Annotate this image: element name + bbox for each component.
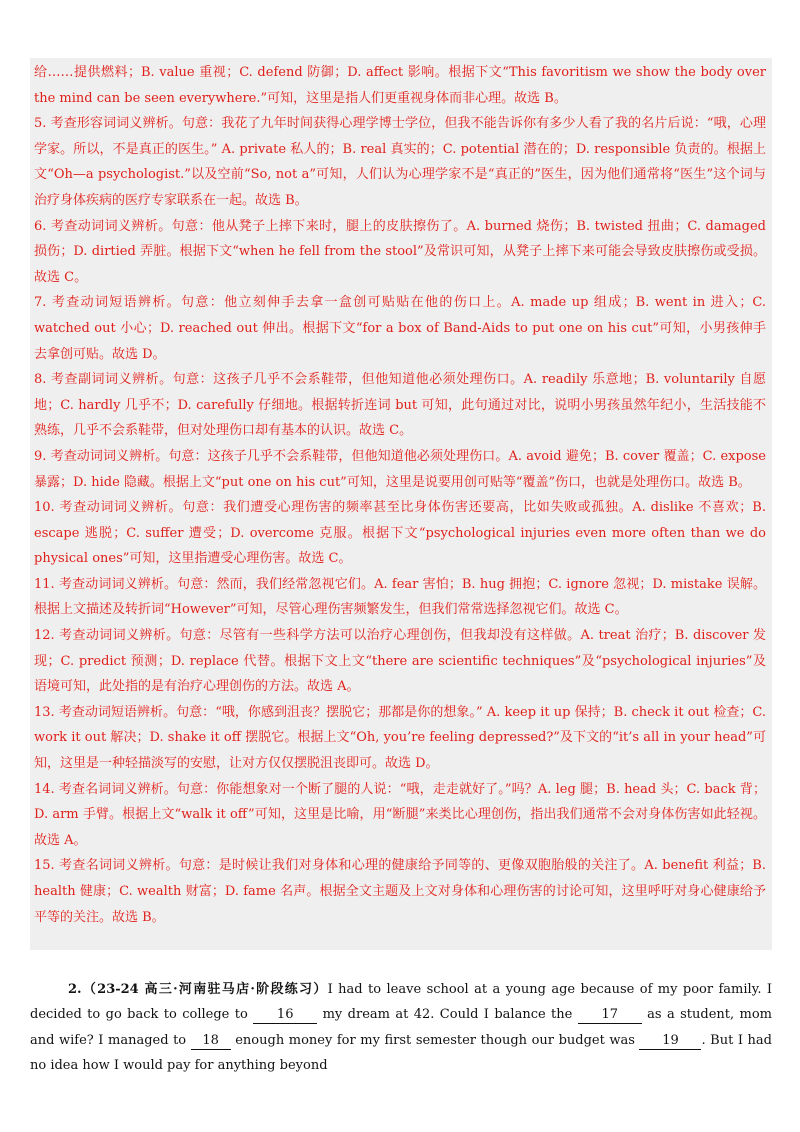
answer-item-8: 8. 考查副词词义辨析。句意：这孩子几乎不会系鞋带，但他知道他必须处理伤口。A. readily 乐意地；B. voluntarily 自愿地；C. hardly 几乎不；D. carefully 仔细地。根据转折连词 but 可知，此句通过对比，说明小男孩虽然年纪小，生活技能不熟练，几乎不会系鞋带，但对处理伤口却有基本的认识。故选 C。 bbox=[34, 372, 766, 439]
cloze-passage bbox=[30, 977, 772, 1079]
passage-text: . But I had no idea how I would pay for anything beyond bbox=[30, 1032, 772, 1074]
answer-item-4-tail: 给……提供燃料；B. value 重视；C. defend 防御；D. affect 影响。根据下文“This favoritism we show the body over the mind can be seen everywhere.”可知，这里是指人们更重视身体而非心理。故选 B。 bbox=[34, 65, 766, 106]
answer-item-6: 6. 考查动词词义辨析。句意：他从凳子上摔下来时，腿上的皮肤擦伤了。A. burned 烧伤；B. twisted 扭曲；C. damaged 损伤；D. dirtied 弄脏。根据下文“when he fell from the stool”及常识可知，从凳子上摔下来可能会导致皮肤擦伤或受损。故选 C。 bbox=[34, 218, 766, 285]
answer-explanations bbox=[30, 58, 772, 950]
blank-19: 19 bbox=[639, 1033, 701, 1050]
blank-16: 16 bbox=[253, 1007, 317, 1024]
blank-18: 18 bbox=[191, 1033, 231, 1050]
answer-item-10: 10. 考查动词词义辨析。句意：我们遭受心理伤害的频率甚至比身体伤害还要高，比如失败或孤独。A. dislike 不喜欢；B. escape 逃脱；C. suffer 遭受；D. overcome 克服。根据下文“psychological injuries even more often than we do physical ones”可知，这里指遭受心理伤害。故选 C。 bbox=[34, 500, 766, 567]
blank-17: 17 bbox=[578, 1007, 642, 1024]
passage-text: as a student, mom and wife? I managed to bbox=[30, 1007, 772, 1048]
answer-item-13: 13. 考查动词短语辨析。句意：“哦，你感到沮丧？摆脱它；那都是你的想象。” A. keep it up 保持；B. check it out 检查；C. work it out 解决；D. shake it off 摆脱它。根据上文“Oh, you’re feeling depressed?”及下文的“it’s all in your head”可知，这里是一种轻描淡写的安慰，让对方仅仅摆脱沮丧即可。故选 D。 bbox=[34, 704, 766, 772]
answer-item-11: 11. 考查动词词义辨析。句意：然而，我们经常忽视它们。A. fear 害怕；B. hug 拥抱；C. ignore 忽视；D. mistake 误解。根据上文描述及转折词“However”可知，尽管心理伤害频繁发生，但我们常常选择忽视它们。故选 C。 bbox=[34, 576, 766, 618]
answer-item-12: 12. 考查动词词义辨析。句意：尽管有一些科学方法可以治疗心理创伤，但我却没有这样做。A. treat 治疗；B. discover 发现；C. predict 预测；D. replace 代替。根据下文上文“there are scientific techniques”及“psychological injuries”及语境可知，此处指的是有治疗心理创伤的方法。故选 A。 bbox=[34, 628, 766, 695]
passage-text: I had to leave school at a young age because of my poor family. I decided to go back to college to bbox=[30, 982, 773, 1023]
answer-item-7: 7. 考查动词短语辨析。句意：他立刻伸手去拿一盒创可贴贴在他的伤口上。A. made up 组成；B. went in 进入；C. watched out 小心；D. reached out 伸出。根据下文“for a box of Band-Aids to put one on his cut”可知，小男孩伸手去拿创可贴。故选 D。 bbox=[34, 295, 766, 362]
answer-item-14: 14. 考查名词词义辨析。句意：你能想象对一个断了腿的人说：“哦，走走就好了。”吗？A. leg 腿；B. head 头；C. back 背；D. arm 手臂。根据上文“walk it off”可知，这里是比喻，用“断腿”来类比心理创伤，指出我们通常不会对身体伤害如此轻视。故选 A。 bbox=[34, 781, 766, 848]
question-heading: 2.（23-24 高三·河南驻马店·阶段练习） bbox=[68, 982, 328, 997]
passage-text: my dream at 42. Could I balance the bbox=[317, 1007, 578, 1023]
answer-item-5: 5. 考查形容词词义辨析。句意：我花了九年时间获得心理学博士学位，但我不能告诉你有多少人看了我的名片后说：“哦，心理学家。所以，不是真正的医生。” A. private 私人的；B. real 真实的；C. potential 潜在的；D. responsible 负责的。根据上文“Oh—a psychologist.”以及空前“So, not a”可知，人们认为心理学家不是“真正的”医生，因为他们通常将“医生”这个词与治疗身体疾病的医疗专家联系在一起。故选 B。 bbox=[34, 116, 766, 208]
answer-item-9: 9. 考查动词词义辨析。句意：这孩子几乎不会系鞋带，但他知道他必须处理伤口。A. avoid 避免；B. cover 覆盖；C. expose 暴露；D. hide 隐藏。根据上文“put one on his cut”可知，这里是说要用创可贴等“覆盖”伤口，也就是处理伤口。故选 B。 bbox=[34, 448, 766, 490]
passage-text: enough money for my first semester though our budget was bbox=[230, 1032, 640, 1048]
answer-item-15: 15. 考查名词词义辨析。句意：是时候让我们对身体和心理的健康给予同等的、更像双胞胎般的关注了。A. benefit 利益；B. health 健康；C. wealth 财富；D. fame 名声。根据全文主题及上文对身体和心理伤害的讨论可知，这里呼吁对身心健康给予平等的关注。故选 B。 bbox=[34, 858, 766, 925]
